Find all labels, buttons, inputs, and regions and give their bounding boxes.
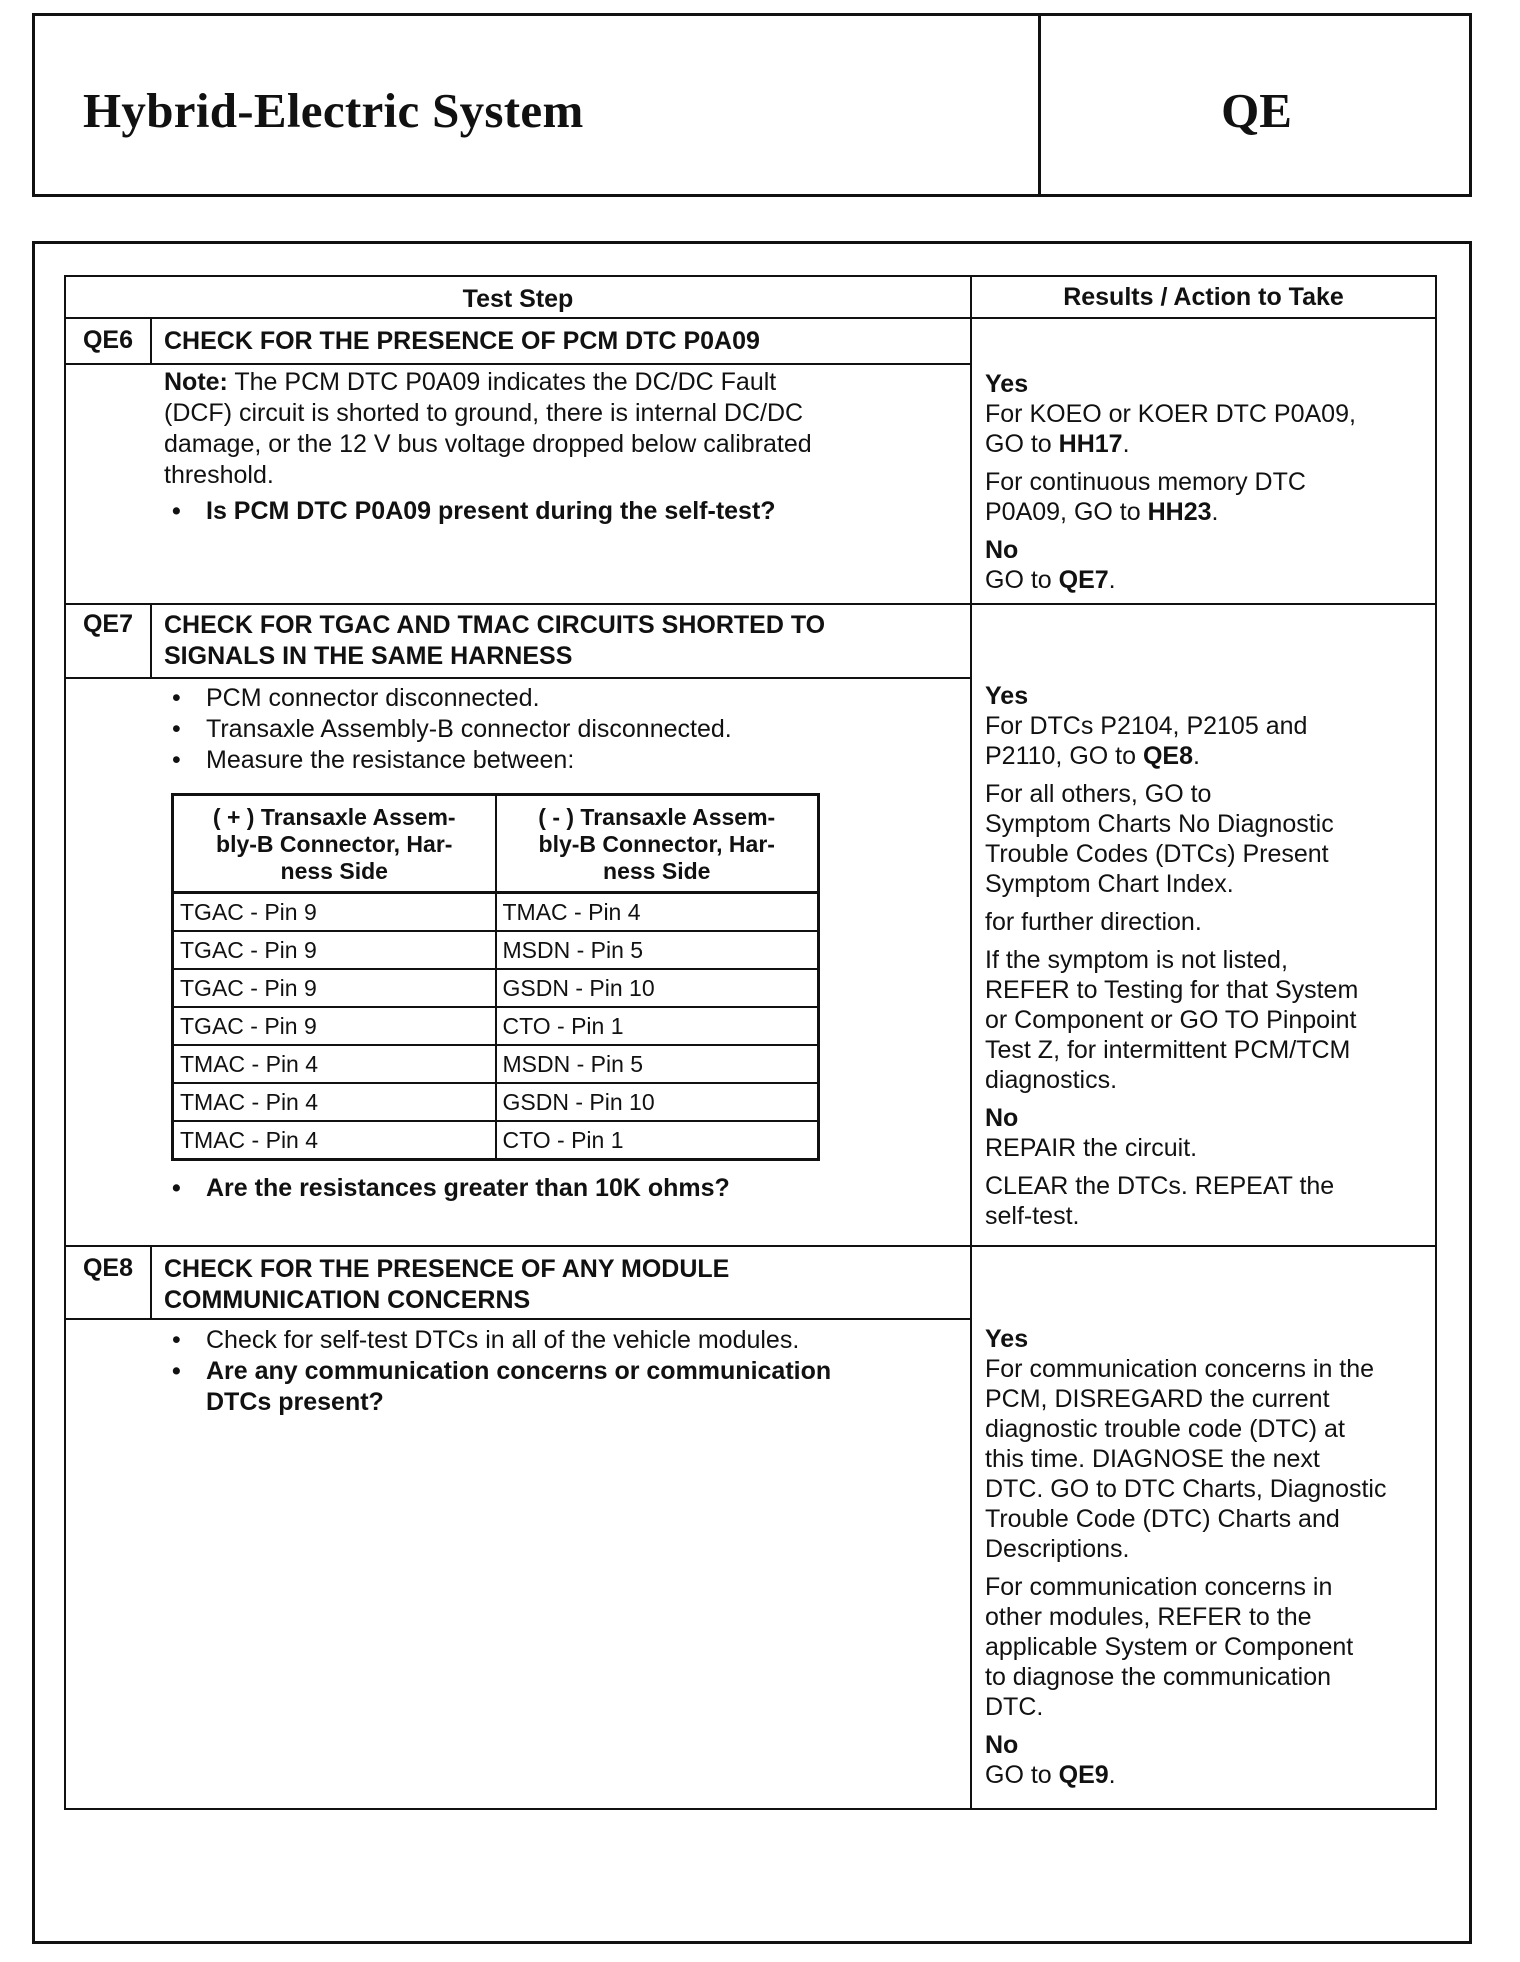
qe7-title-rule <box>64 677 970 679</box>
qe7-yes-line: Symptom Chart Index. <box>985 870 1234 898</box>
table-cell: TGAC - Pin 9 <box>173 1007 496 1045</box>
qe8-yes-line: DTC. <box>985 1693 1044 1721</box>
table-cell: GSDN - Pin 10 <box>496 1083 819 1121</box>
qe7-no-action-2 <box>985 1171 1430 1231</box>
table-row <box>173 1083 819 1121</box>
qe8-title-line: CHECK FOR THE PRESENCE OF ANY MODULE <box>164 1255 730 1283</box>
qe6-results <box>985 369 1430 603</box>
qe6-note-line: threshold. <box>164 461 274 489</box>
qe6-yes-1b: GO to <box>985 430 1059 458</box>
qe7-bullet: • Measure the resistance between: <box>164 745 732 776</box>
qe8-title-rule <box>64 1318 970 1320</box>
qe6-note-line: damage, or the 12 V bus voltage dropped below calibrated <box>164 430 812 458</box>
qe8-yes-line: Trouble Code (DTC) Charts and <box>985 1505 1340 1533</box>
qe8-yes-line: PCM, DISREGARD the current <box>985 1385 1330 1413</box>
qe8-id-divider <box>150 1245 152 1318</box>
qe6-id-divider <box>150 317 152 363</box>
pin-table <box>171 793 820 1161</box>
qe8-yes-action-1 <box>985 1354 1430 1564</box>
qe6-yes-2b: P0A09, GO to <box>985 498 1148 526</box>
header-line: ( + ) Transaxle Assem- <box>212 804 456 830</box>
table-cell: TMAC - Pin 4 <box>173 1121 496 1160</box>
qe8-bullet: • Check for self-test DTCs in all of the vehicle modules. <box>164 1325 831 1356</box>
table-row <box>173 931 819 969</box>
header-line: ( - ) Transaxle Assem- <box>538 804 776 830</box>
qe8-bullets <box>164 1325 831 1418</box>
qe6-title-rule <box>64 363 970 365</box>
qe7-no-action-1: REPAIR the circuit. <box>985 1134 1198 1162</box>
qe8-yes-label: Yes <box>985 1325 1029 1353</box>
qe7-title-line: CHECK FOR TGAC AND TMAC CIRCUITS SHORTED TO <box>164 611 826 639</box>
qe6-no-action: GO to QE7. <box>985 566 1116 594</box>
qe7-yes-line: Test Z, for intermittent PCM/TCM <box>985 1036 1351 1064</box>
table-row <box>173 893 819 932</box>
qe6-yes-1a: For KOEO or KOER DTC P0A09, <box>985 400 1356 428</box>
qe6-note-line: (DCF) circuit is shorted to ground, there is internal DC/DC <box>164 399 804 427</box>
qe7-question: • Are the resistances greater than 10K ohms? <box>164 1173 730 1204</box>
qe8-question-line: Are any communication concerns or communication <box>206 1357 832 1385</box>
qe8-results <box>985 1324 1430 1798</box>
qe8-yes-line: DTC. GO to DTC Charts, Diagnostic <box>985 1475 1387 1503</box>
qe7-no-label: No <box>985 1104 1019 1132</box>
qe7-yes-line: P2110, GO to <box>985 742 1143 770</box>
qe7-no-line: CLEAR the DTCs. REPEAT the <box>985 1172 1335 1200</box>
qe7-title-line: SIGNALS IN THE SAME HARNESS <box>164 642 573 670</box>
qe6-note <box>164 367 812 491</box>
step-title-qe7 <box>164 610 825 672</box>
qe6-yes-action-1: For KOEO or KOER DTC P0A09, GO to HH17. <box>985 400 1356 458</box>
qe7-yes-line: diagnostics. <box>985 1066 1118 1094</box>
table-cell: TMAC - Pin 4 <box>173 1083 496 1121</box>
header-line: ness Side <box>603 858 711 884</box>
qe6-yes-link-hh23: HH23 <box>1147 498 1212 526</box>
qe7-end-rule <box>64 1245 1437 1247</box>
table-row <box>173 1007 819 1045</box>
table-cell: MSDN - Pin 5 <box>496 1045 819 1083</box>
table-cell: GSDN - Pin 10 <box>496 969 819 1007</box>
qe7-yes-link-qe8: QE8 <box>1142 742 1193 770</box>
qe8-no-label: No <box>985 1731 1019 1759</box>
column-divider <box>970 275 972 1810</box>
qe8-yes-line: For communication concerns in the <box>985 1355 1375 1383</box>
section-title: Hybrid-Electric System <box>83 83 584 138</box>
qe7-yes-line: If the symptom is not listed, <box>985 946 1288 974</box>
qe6-question: • Is PCM DTC P0A09 present during the self-test? <box>164 496 776 527</box>
pin-table-header-negative <box>496 795 819 893</box>
qe8-question-line: DTCs present? <box>206 1388 384 1416</box>
qe7-id-divider <box>150 603 152 677</box>
qe8-yes-line: this time. DIAGNOSE the next <box>985 1445 1320 1473</box>
table-cell: MSDN - Pin 5 <box>496 931 819 969</box>
qe7-results <box>985 681 1430 1239</box>
qe6-note-label: Note: <box>164 368 228 396</box>
qe6-note-line: The PCM DTC P0A09 indicates the DC/DC Fault <box>227 368 777 396</box>
table-row <box>173 1121 819 1160</box>
qe7-bullet: • PCM connector disconnected. <box>164 683 732 714</box>
table-row <box>173 969 819 1007</box>
qe8-no-link-qe9: QE9 <box>1058 1761 1109 1789</box>
column-header-test-step: Test Step <box>462 285 574 313</box>
qe8-yes-line: to diagnose the communication <box>985 1663 1332 1691</box>
step-id-qe6: QE6 <box>82 326 134 354</box>
qe7-bullets <box>164 683 732 776</box>
qe6-yes-link-hh17: HH17 <box>1058 430 1123 458</box>
qe7-yes-line: For all others, GO to <box>985 780 1212 808</box>
qe8-yes-line: diagnostic trouble code (DTC) at <box>985 1415 1345 1443</box>
pin-table-header-positive <box>173 795 496 893</box>
qe6-end-rule <box>64 603 1437 605</box>
qe6-question-list <box>164 496 776 527</box>
qe7-yes-line: Symptom Charts No Diagnostic <box>985 810 1334 838</box>
header-line: ness Side <box>280 858 388 884</box>
qe6-yes-label: Yes <box>985 370 1029 398</box>
table-cell: TMAC - Pin 4 <box>496 893 819 932</box>
step-id-qe8: QE8 <box>82 1254 134 1282</box>
qe6-no-a: GO to <box>985 566 1059 594</box>
qe8-no-action: GO to QE9. <box>985 1761 1116 1789</box>
qe7-yes-action-2 <box>985 779 1430 899</box>
qe8-yes-line: Descriptions. <box>985 1535 1130 1563</box>
table-cell: TGAC - Pin 9 <box>173 969 496 1007</box>
header-rule <box>64 317 1437 319</box>
column-header-results: Results / Action to Take <box>1063 283 1344 311</box>
table-row <box>173 1045 819 1083</box>
step-title-qe8 <box>164 1254 729 1316</box>
qe8-yes-line: For communication concerns in <box>985 1573 1333 1601</box>
table-cell: TMAC - Pin 4 <box>173 1045 496 1083</box>
qe6-yes-action-2: For continuous memory DTC P0A09, GO to HH23. <box>985 468 1306 526</box>
table-cell: TGAC - Pin 9 <box>173 931 496 969</box>
qe7-question-list <box>164 1173 730 1204</box>
header-line: bly-B Connector, Har- <box>216 831 453 857</box>
qe7-yes-line: Trouble Codes (DTCs) Present <box>985 840 1329 868</box>
table-cell: CTO - Pin 1 <box>496 1007 819 1045</box>
qe8-yes-action-2 <box>985 1572 1430 1722</box>
header-line: bly-B Connector, Har- <box>538 831 775 857</box>
qe7-yes-line: or Component or GO TO Pinpoint <box>985 1006 1357 1034</box>
qe6-no-link-qe7: QE7 <box>1058 566 1109 594</box>
qe6-yes-2a: For continuous memory DTC <box>985 468 1306 496</box>
qe8-yes-line: other modules, REFER to the <box>985 1603 1312 1631</box>
qe8-yes-line: applicable System or Component <box>985 1633 1354 1661</box>
step-id-qe7: QE7 <box>82 610 134 638</box>
qe7-no-line: self-test. <box>985 1202 1080 1230</box>
qe8-title-line: COMMUNICATION CONCERNS <box>164 1286 531 1314</box>
qe7-bullet: • Transaxle Assembly-B connector disconnected. <box>164 714 732 745</box>
qe7-yes-line: For DTCs P2104, P2105 and <box>985 712 1308 740</box>
table-cell: CTO - Pin 1 <box>496 1121 819 1160</box>
step-title-qe6: CHECK FOR THE PRESENCE OF PCM DTC P0A09 <box>164 327 760 355</box>
qe8-question <box>164 1356 831 1418</box>
qe7-yes-action-4 <box>985 945 1430 1095</box>
qe6-no-label: No <box>985 536 1019 564</box>
qe7-yes-line: REFER to Testing for that System <box>985 976 1359 1004</box>
table-cell: TGAC - Pin 9 <box>173 893 496 932</box>
qe7-yes-action-3: for further direction. <box>985 908 1202 936</box>
qe7-yes-action-1: For DTCs P2104, P2105 and P2110, GO to QE8. <box>985 712 1308 770</box>
qe8-no-a: GO to <box>985 1761 1059 1789</box>
page-header <box>32 13 1472 197</box>
qe7-yes-label: Yes <box>985 682 1029 710</box>
section-code: QE <box>1221 83 1292 138</box>
